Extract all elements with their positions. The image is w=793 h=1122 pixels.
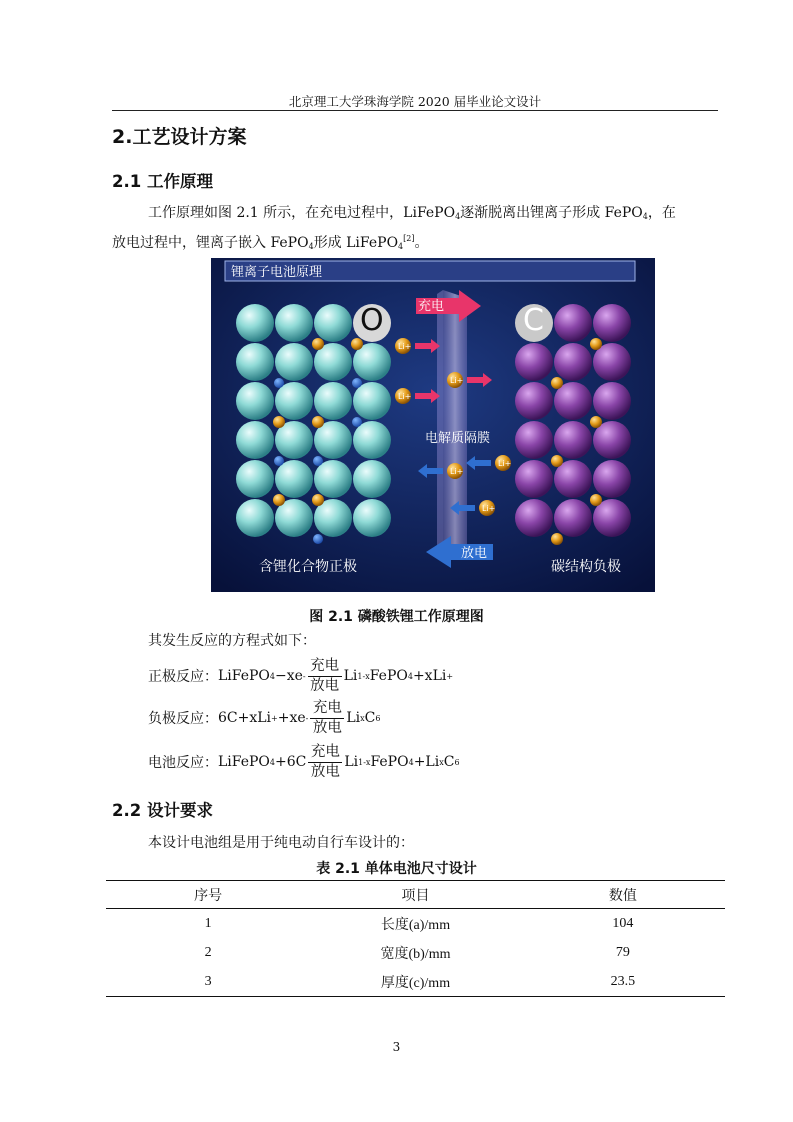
table-cell: 3	[106, 967, 310, 997]
cathode-letter: O	[360, 303, 384, 338]
reaction-arrow: $\frac{\text{充电}}{\text{放电}}$	[308, 744, 342, 781]
cathode-reaction: 正极反应： LiFePO 4 −xe - $\frac{\text{充电}}{\text{放电}}$ Li 1-x FePO 4 +xLi +	[148, 657, 454, 694]
membrane-label: 电解质隔膜	[425, 431, 491, 446]
table-cell: 宽度(b)/mm	[380, 946, 451, 962]
lithium-particle	[590, 416, 602, 428]
lithium-particle	[551, 533, 563, 545]
cathode-atom	[236, 421, 274, 459]
lithium-ion-label: Li+	[498, 459, 512, 468]
table-header-value: 数值	[521, 881, 725, 909]
lithium-particle	[312, 338, 324, 350]
iron-phosphate-particle	[313, 456, 323, 466]
cathode-atom	[353, 460, 391, 498]
lithium-particle	[590, 338, 602, 350]
table-cell: 2	[204, 944, 212, 960]
anode-atom	[515, 343, 553, 381]
anode-reaction: 负极反应： 6C+xLi + +xe - $\frac{\text{充电}}{\text{放电}}$ Li x C 6	[148, 699, 381, 736]
lithium-ion-label: Li+	[398, 392, 412, 401]
anode-atom	[593, 460, 631, 498]
iron-phosphate-particle	[352, 378, 362, 388]
table-cell: 104	[612, 915, 634, 931]
table-header-row	[106, 881, 725, 909]
electrolyte-membrane	[443, 290, 467, 558]
header-rule	[112, 110, 718, 111]
anode-atom	[554, 421, 592, 459]
running-header: 北京理工大学珠海学院 2020 届毕业论文设计	[288, 94, 542, 109]
anode-atom	[515, 421, 553, 459]
lithium-particle	[351, 338, 363, 350]
table-row	[106, 909, 725, 939]
anode-atom	[593, 304, 631, 342]
cathode-atom	[236, 499, 274, 537]
table-row	[106, 938, 725, 967]
cell-size-table	[106, 880, 725, 997]
anode-atom	[515, 382, 553, 420]
cathode-atom	[275, 304, 313, 342]
lithium-ion-label: Li+	[450, 376, 464, 385]
subsection-title-2-2: 2.2 设计要求	[112, 801, 213, 820]
reaction-arrow: $\frac{\text{充电}}{\text{放电}}$	[308, 658, 342, 695]
table-caption: 表 2.1 单体电池尺寸设计	[316, 861, 477, 877]
lithium-particle	[551, 377, 563, 389]
table-cell: 长度(a)/mm	[380, 917, 451, 933]
anode-label: 碳结构负极	[551, 559, 621, 575]
cathode-atom	[236, 304, 274, 342]
table-cell: 79	[615, 944, 630, 960]
anode-atom	[554, 499, 592, 537]
cathode-atom	[275, 343, 313, 381]
discharge-label: 放电	[461, 546, 488, 561]
cell-reaction: 电池反应： LiFePO 4 +6C $\frac{\text{充电}}{\text{放电}}$ Li 1-x FePO 4 +Li x C 6	[148, 743, 460, 780]
lithium-ion-label: Li+	[398, 342, 412, 351]
cathode-atom	[314, 382, 352, 420]
iron-phosphate-particle	[352, 417, 362, 427]
cathode-atom	[236, 343, 274, 381]
anode-atom	[593, 382, 631, 420]
equations-intro: 其发生反应的方程式如下：	[148, 633, 316, 649]
lithium-particle	[312, 494, 324, 506]
figure-caption: 图 2.1 磷酸铁锂工作原理图	[309, 609, 484, 625]
iron-phosphate-particle	[274, 378, 284, 388]
lithium-particle	[590, 494, 602, 506]
subsection-title-2-1: 2.1 工作原理	[112, 172, 213, 191]
paragraph-line-1: 工作原理如图 2.1 所示，在充电过程中，LiFePO$_4$逐渐脱离出锂离子形成 FePO$_4$，在	[148, 205, 676, 221]
anode-atom	[554, 304, 592, 342]
anode-lattice	[515, 304, 631, 545]
lithium-ion-label: Li+	[482, 504, 496, 513]
membrane-edge	[437, 290, 443, 554]
charge-label: 充电	[418, 299, 445, 314]
figure-illustration	[211, 258, 655, 592]
design-paragraph: 本设计电池组是用于纯电动自行车设计的：	[148, 835, 414, 851]
reaction-arrow: $\frac{\text{充电}}{\text{放电}}$	[310, 700, 344, 737]
page-number: 3	[392, 1040, 401, 1054]
table-header-index: 序号	[106, 881, 310, 909]
figure-banner-text: 锂离子电池原理	[231, 265, 323, 280]
cathode-atom	[314, 304, 352, 342]
section-title: 2.工艺设计方案	[112, 126, 247, 148]
paragraph-line-2: 放电过程中，锂离子嵌入 FePO$_4$形成 LiFePO$_4$[2]。	[112, 234, 429, 251]
cathode-label: 含锂化合物正极	[259, 559, 357, 575]
anode-atom	[554, 343, 592, 381]
table-cell: 23.5	[521, 967, 725, 997]
cathode-atom	[236, 460, 274, 498]
anode-letter: C	[523, 303, 544, 338]
table-header-item: 项目	[310, 881, 520, 909]
cathode-atom	[236, 382, 274, 420]
lithium-ion-label: Li+	[450, 467, 464, 476]
table-cell: 厚度(c)/mm	[310, 967, 520, 997]
lithium-particle	[273, 416, 285, 428]
lithium-battery-figure	[211, 258, 655, 592]
lithium-particle	[551, 455, 563, 467]
anode-atom	[515, 460, 553, 498]
table-cell: 1	[204, 915, 212, 931]
cathode-atom	[353, 499, 391, 537]
iron-phosphate-particle	[313, 534, 323, 544]
anode-atom	[515, 499, 553, 537]
lithium-particle	[273, 494, 285, 506]
iron-phosphate-particle	[274, 456, 284, 466]
lithium-particle	[312, 416, 324, 428]
table-row	[106, 967, 725, 997]
